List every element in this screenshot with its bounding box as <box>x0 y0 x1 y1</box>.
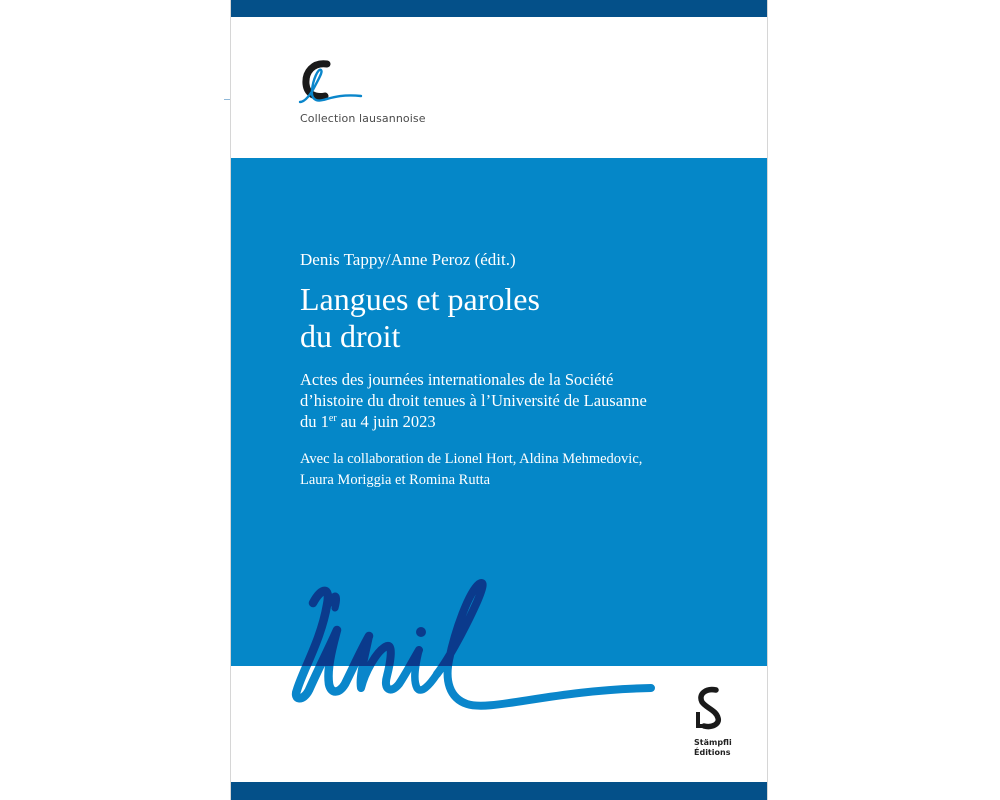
subtitle-ordinal-superscript: er <box>328 413 337 424</box>
publisher-line-1: Stämpfli <box>694 738 732 747</box>
book-subtitle <box>300 369 740 432</box>
bottom-band <box>231 782 767 800</box>
subtitle-line-1: Actes des journées internationales de la Société <box>300 370 614 389</box>
subtitle-line-3-prefix: du 1 <box>300 412 329 431</box>
collab-line-1: Avec la collaboration de Lionel Hort, Aldina Mehmedovic, <box>300 451 643 467</box>
subtitle-line-2: d’histoire du droit tenues à l’Université de Lausanne <box>300 391 647 410</box>
collab-line-2: Laura Moriggia et Romina Rutta <box>300 472 491 488</box>
title-line-2: du droit <box>300 318 401 354</box>
cover-text <box>300 250 740 491</box>
book-cover <box>230 0 768 800</box>
editors: Denis Tappy/Anne Peroz (édit.) <box>300 250 516 269</box>
top-band <box>231 0 767 17</box>
publisher-line-2: Éditions <box>694 748 731 757</box>
collection-lausannoise-logo-icon <box>297 60 367 105</box>
collection-label: Collection lausannoise <box>300 112 426 125</box>
collaborators <box>300 449 740 491</box>
subtitle-line-3-suffix: au 4 juin 2023 <box>336 412 436 431</box>
title-line-1: Langues et paroles <box>300 281 540 317</box>
publisher-name <box>694 738 732 758</box>
staempfli-s-logo-icon <box>694 686 724 730</box>
crop-mark <box>224 99 230 100</box>
book-title <box>300 281 740 355</box>
